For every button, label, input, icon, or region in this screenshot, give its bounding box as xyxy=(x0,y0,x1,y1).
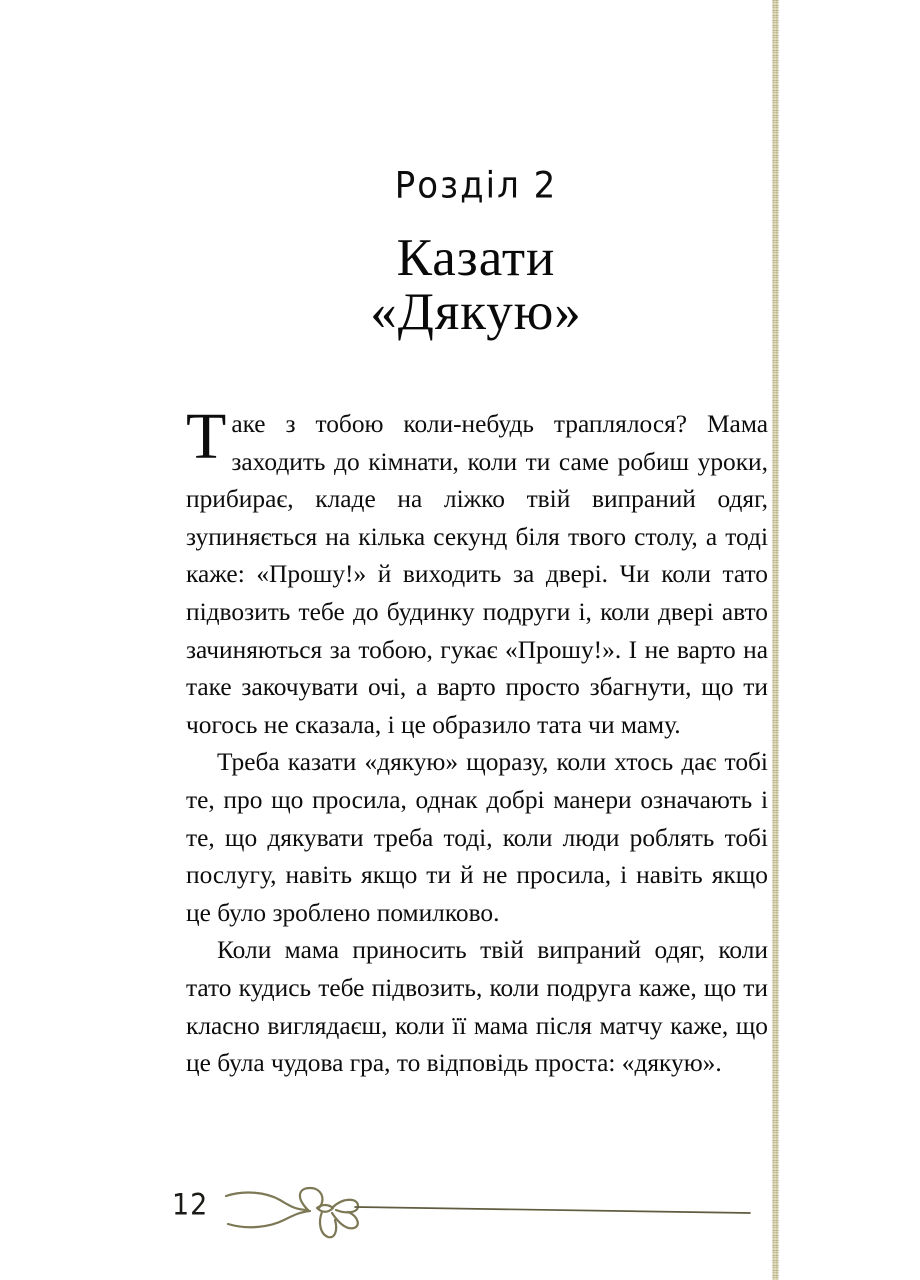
paragraph: Треба казати «дякую» щоразу, коли хтось дає тобі те, про що просила, однак добрі манери означають і те, що дякувати треба тоді, коли люди роблять тобі послугу, навіть якщо ти й не просила, і навіть якщо це було зроблено помилково. xyxy=(186,748,768,927)
chapter-title-line-1: Казати xyxy=(396,229,556,288)
body-text xyxy=(186,400,768,1083)
ribbon-bow-rule-icon xyxy=(222,1180,762,1252)
paragraph: Таке з тобою коли-небудь траплялося? Мама заходить до кімнати, коли ти саме робиш уроки, прибирає, кладе на ліжко твій випраний одяг, зупиняється на кілька секунд біля твого столу, а тоді каже: «Прошу!» й виходить за двері. Чи коли тато підвозить тебе до будинку подруги і, коли двері авто зачиняються за тобою, гукає «Прошу!». І не варто на таке закочувати очі, а варто просто збагнути, що ти чогось не сказала, і це образило тата чи маму. xyxy=(186,400,768,739)
chapter-number: Розділ 2 xyxy=(394,164,558,208)
page-edge-texture xyxy=(772,0,779,1280)
chapter-title-line-2: «Дякую» xyxy=(370,283,582,342)
page-number: 12 xyxy=(172,1188,209,1223)
paragraph: Коли мама приносить твій випраний одяг, коли тато кудись тебе підвозить, коли подруга каже, що ти класно виглядаєш, коли її мама після матчу каже, що це була чудова гра, то відповідь проста: «дякую». xyxy=(186,936,768,1078)
page-title xyxy=(186,229,766,342)
page-footer xyxy=(0,1184,920,1264)
chapter-header xyxy=(186,164,766,375)
